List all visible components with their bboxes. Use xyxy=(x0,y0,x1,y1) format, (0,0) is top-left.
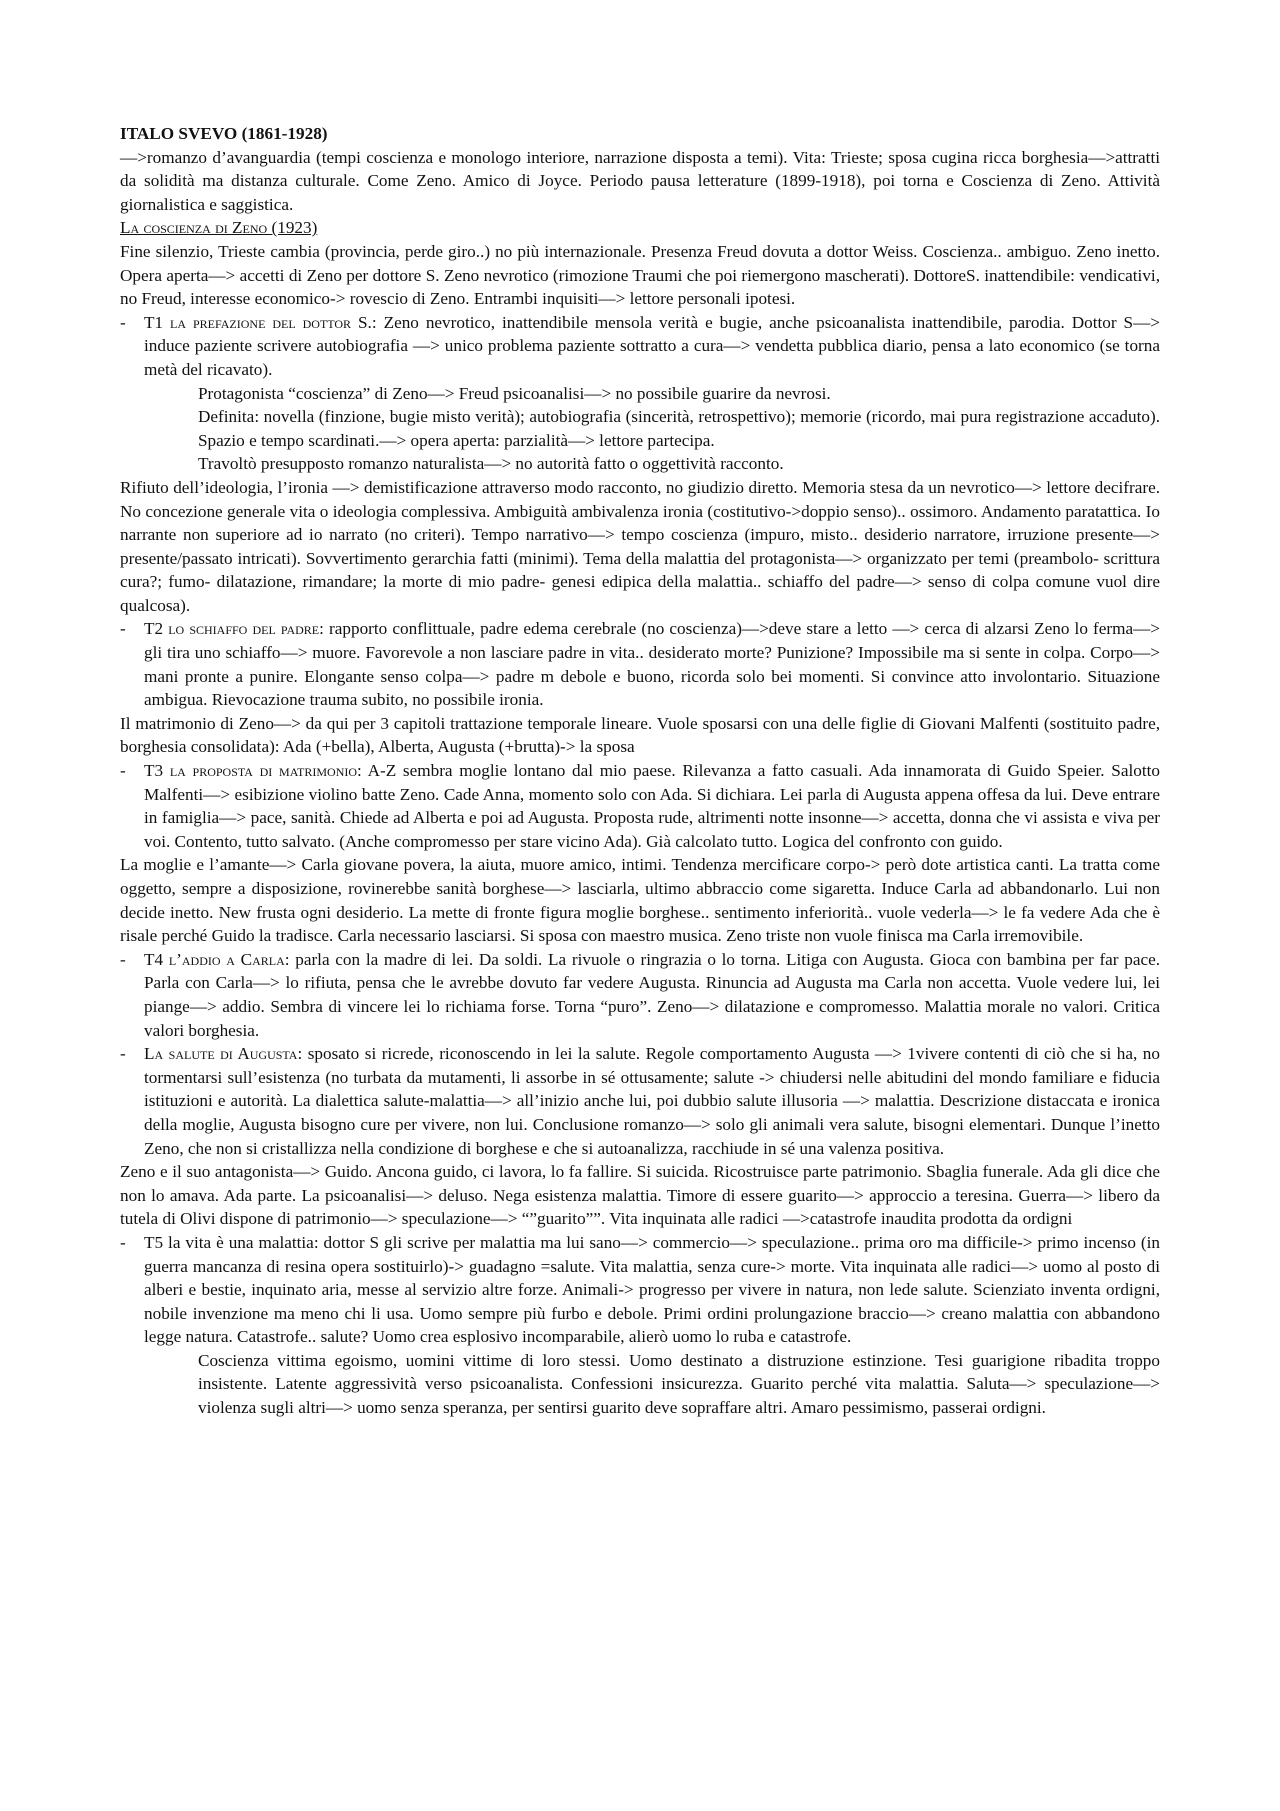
t1-text: : Zeno nevrotico, inattendibile mensola verità e bugie, anche psicoanalista inattendibile, parodia. Dottor S—> induce paziente scrivere autobiografia —> unico problema paziente sottratto a cura—> vendetta pubblica diario, pensa a lato economico (se torna metà del ricavato). xyxy=(144,312,1160,379)
t1-label: T1 xyxy=(144,312,171,332)
t3-heading: la proposta di matrimonio xyxy=(169,761,358,781)
augusta-text: : sposato si ricrede, riconoscendo in lei la salute. Regole comportamento Augusta —> 1vivere contenti di ciò che si ha, no tormentarsi sull’esistenza (no turbata da mutamenti, li assorbe in sé ottusamente; salute -> chiudersi nelle abitudini del mondo familiare e fiducia istituzioni e autorità. La dialettica salute-malattia—> all’inizio anche lui, poi dubbio salute illusoria —> malattia. Descrizione distaccata e ironica della moglie, Augusta bisogno cure per vivere, non lui. Conclusione romanzo—> solo gli animali vera salute, bisogni elementari. Dunque l’inetto Zeno, che non si cristallizza nella condizione di borghese e che si autoanalizza, racchiude in sé una valenza positiva. xyxy=(144,1044,1160,1158)
paragraph-antagonist: Zeno e il suo antagonista—> Guido. Ancona guido, ci lavora, lo fa fallire. Si suicida. Ricostruisce parte patrimonio. Sbaglia funerale. Ada gli dice che non lo amava. Ada parte. La psicoanalisi—> deluso. Nega esistenza malattia. Timore di essere guarito—> approccio a teresina. Guerra—> libero da tutela di Olivi dispone di patrimonio—> speculazione—> “”guarito””. Vita inquinata alle radici —>catastrofe inaudita prodotta da ordigni xyxy=(120,1162,1160,1229)
t1-heading: la prefazione del dottor S. xyxy=(170,312,372,332)
indented-note-1: Protagonista “coscienza” di Zeno—> Freud psicoanalisi—> no possibile guarire da nevrosi. xyxy=(198,383,831,403)
augusta-heading: La salute di Augusta xyxy=(144,1044,298,1064)
paragraph-intro-zeno: Fine silenzio, Trieste cambia (provincia, perde giro..) no più internazionale. Presenza Freud dovuta a dottor Weiss. Coscienza.. ambiguo. Zeno inetto. Opera aperta—> accetti di Zeno per dottore S. Zeno nevrotico (rimozione Traumi che poi riemergono mascherati). DottoreS. inattendibile: vendicativi, no Freud, interesse economico-> rovescio di Zeno. Entrambi inquisiti—> lettore personali ipotesi. xyxy=(120,241,1160,309)
document-page xyxy=(120,122,1160,1420)
document-title: ITALO SVEVO (1861-1928) xyxy=(120,124,328,143)
list-item-augusta xyxy=(120,1042,1160,1160)
list-item-t2 xyxy=(120,617,1160,711)
t4-heading: l’addio a Carla xyxy=(168,949,285,969)
t3-label: T3 xyxy=(144,761,170,781)
t2-heading: lo schiaffo del padre xyxy=(168,619,320,639)
paragraph-marriage: Il matrimonio di Zeno—> da qui per 3 capitoli trattazione temporale lineare. Vuole sposarsi con una delle figlie di Giovani Malfenti (sostituito padre, borghesia consolidata): Ada (+bella), Alberta, Augusta (+brutta)-> la sposa xyxy=(120,713,1160,757)
t3-text: : A-Z sembra moglie lontano dal mio paese. Rilevanza a fatto casuali. Ada innamorata di Guido Speier. Salotto Malfenti—> esibizione violino batte Zeno. Cade Anna, momento solo con Ada. Si dichiara. Lei parla di Augusta appena offesa da lui. Deve entrare in famiglia—> pace, sanità. Chiede ad Alberta e poi ad Augusta. Proposta rude, altrimenti notte insonne—> accetta, donna che vi assista e viva per voi. Contento, tutto salvato. (Anche compromesso per stare vicino Ada). Già calcolato tutto. Logica del confronto con guido. xyxy=(144,761,1160,851)
paragraph-ideology: Rifiuto dell’ideologia, l’ironia —> demistificazione attraverso modo racconto, no giudizio diretto. Memoria stesa da un nevrotico—> lettore decifrare. No concezione generale vita o ideologia complessiva. Ambiguità ambivalenza ironia (costitutivo->doppio senso).. ossimoro. Andamento paratattica. Io narrante non superiore ad io narrato (no criteri). Tempo narrativo—> tempo coscienza (impuro, misto.. desiderio narratore, irruzione presente—> presente/passato intricati). Sovvertimento gerarchia fatti (minimi). Tema della malattia del protagonista—> organizzato per temi (preambolo- scrittura cura?; fumo- dilatazione, rimandare; la morte di mio padre- genesi edipica della malattia.. schiaffo del padre—> senso di colpa comune vuol dire qualcosa). xyxy=(120,477,1160,615)
indented-note-4: Coscienza vittima egoismo, uomini vittime di loro stessi. Uomo destinato a distruzione estinzione. Tesi guarigione ribadita troppo insistente. Latente aggressività verso psicoanalista. Confessioni insicurezza. Guarito perché vita malattia. Saluta—> speculazione—> violenza sugli altri—> uomo senza speranza, per sentirsi guarito deve sopraffare altri. Amaro pessimismo, passerai ordigni. xyxy=(198,1350,1160,1418)
bullet-dash: - xyxy=(120,619,126,639)
t4-label: T4 xyxy=(144,949,169,969)
t4-text: : parla con la madre di lei. Da soldi. La rivuole o ringrazia o lo torna. Litiga con Augusta. Gioca con bambina per far pace. Parla con Carla—> lo rifiuta, pensa che le avrebbe dovuto far vedere Augusta. Rinuncia ad Augusta ma Carla non accetta. Vuole vedere lui, lei piange—> addio. Sembra di vincere lei lo richiama forse. Torna “puro”. Zeno—> dilatazione e compromesso. Malattia morale no valori. Critica valori borghesia. xyxy=(144,949,1161,1040)
t2-label: T2 xyxy=(144,619,169,639)
indented-note-2: Definita: novella (finzione, bugie misto verità); autobiografia (sincerità, retrospettivo); memorie (ricordo, mai pura registrazione accaduto). Spazio e tempo scardinati.—> opera aperta: parzialità—> lettore partecipa. xyxy=(198,407,1160,450)
bullet-dash: - xyxy=(120,949,126,969)
t5-text: T5 la vita è una malattia: dottor S gli scrive per malattia ma lui sano—> commercio—> speculazione.. prima oro ma difficile-> primo incenso (in guerra mancanza di resina opera sostituirlo)-> guadagno =salute. Vita malattia, senza cure-> morte. Vita inquinata alle radici—> uomo al posto di alberi e bestie, inquinato aria, messe al servizio altre forze. Animali-> progresso per vivere in natura, non lede salute. Scienziato inventa ordigni, nobile invenzione ma meno chi li usa. Uomo sempre più furbo e debole. Primi ordini prolungazione braccio—> creano malattia con abbandono legge natura. Catastrofe.. salute? Uomo crea esplosivo incomparabile, alierò uomo lo ruba e catastrofe. xyxy=(144,1232,1160,1347)
section-heading: La coscienza di Zeno (1923) xyxy=(120,218,318,238)
list-item-t4 xyxy=(120,948,1160,1042)
indented-note-3: Travoltò presupposto romanzo naturalista—> no autorità fatto o oggettività racconto. xyxy=(198,454,784,474)
bullet-dash: - xyxy=(120,312,126,332)
bullet-dash: - xyxy=(120,1044,126,1064)
intro-paragraph: —>romanzo d’avanguardia (tempi coscienza e monologo interiore, narrazione disposta a temi). Vita: Trieste; sposa cugina ricca borghesia—>attratti da solidità ma distanza culturale. Come Zeno. Amico di Joyce. Periodo pausa letterature (1899-1918), poi torna e Coscienza di Zeno. Attività giornalistica e saggistica. xyxy=(120,147,1160,214)
paragraph-wife-lover: La moglie e l’amante—> Carla giovane povera, la aiuta, muore amico, intimi. Tendenza mercificare corpo-> però dote artistica canti. La tratta come oggetto, sempre a disposizione, rovinerebbe sanità borghese—> lasciarla, ultimo abbraccio come sigaretta. Induce Carla ad abbandonarlo. Lui non decide inetto. New frusta ogni desiderio. La mette di fronte figura moglie borghese.. sentimento inferiorità.. vuole vederla—> le fa vedere Ada che è risale perché Guido la tradisce. Carla necessario lasciarsi. Si sposa con maestro musica. Zeno triste non vuole finisca ma Carla irremovibile. xyxy=(120,855,1160,946)
list-item-t5 xyxy=(120,1231,1160,1349)
bullet-dash: - xyxy=(120,761,126,781)
list-item-t3 xyxy=(120,759,1160,853)
bullet-dash: - xyxy=(120,1232,126,1252)
list-item-t1 xyxy=(120,311,1160,382)
t2-text: : rapporto conflittuale, padre edema cerebrale (no coscienza)—>deve stare a letto —> cerca di alzarsi Zeno lo ferma—> gli tira uno schiaffo—> muore. Favorevole a non lasciare padre in vita.. desiderato morte? Punizione? Impossibile ma si sente in colpa. Corpo—> mani pronte a punire. Elongante senso colpa—> padre m debole e buono, ricorda solo bei momenti. Si convince atto involontario. Situazione ambigua. Rievocazione trauma subito, no possibile ironia. xyxy=(144,619,1160,710)
